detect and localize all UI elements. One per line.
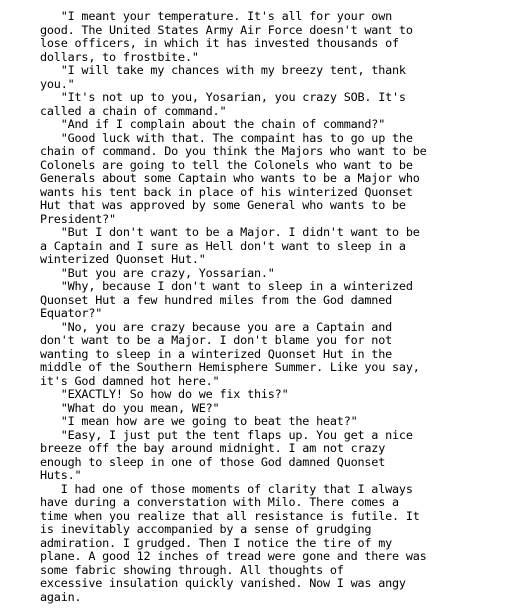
text-line: is inevitably accompanied by a sense of grudging (40, 522, 372, 536)
text-line: President?" (40, 211, 116, 226)
text-line: middle of the Southern Hemisphere Summer. Like you say, (40, 360, 420, 374)
text-line: "It's not up to you, Yosarian, you crazy SOB. It's (40, 90, 406, 104)
text-line: plane. A good 12 inches of tread were gone and there was (40, 549, 427, 563)
text-line: "Easy, I just put the tent flaps up. You get a nice (40, 427, 413, 442)
text-line: "What do you mean, WE?" (40, 400, 220, 415)
text-line: I had one of those moments of clarity that I always (40, 481, 413, 496)
text-line: enough to sleep in one of those God damned Quonset (40, 454, 386, 469)
text-line: a Captain and I sure as Hell don't want to sleep in a (40, 238, 406, 253)
text-line: dollars, to frostbite." (40, 49, 199, 64)
text-line: "But you are crazy, Yossarian." (40, 265, 275, 280)
text-line: "EXACTLY! So how do we fix this?" (40, 387, 289, 401)
document-text (40, 10, 509, 604)
text-line: again. (40, 589, 82, 604)
text-line: Quonset Hut a few hundred miles from the God damned (40, 292, 393, 307)
text-line: good. The United States Army Air Force doesn't want to (40, 22, 413, 37)
text-line: it's God damned hot here." (40, 373, 220, 388)
text-line: lose officers, in which it has invested thousands of (40, 36, 399, 50)
text-line: "I will take my chances with my breezy tent, thank (40, 63, 406, 77)
text-line: "Good luck with that. The compaint has to go up the (40, 130, 413, 145)
text-line: breeze off the bay around midnight. I am not crazy (40, 441, 386, 455)
text-line: wanting to sleep in a winterized Quonset Hut in the (40, 346, 393, 361)
text-line: have during a converstation with Milo. There comes a (40, 495, 399, 509)
text-line: "And if I complain about the chain of command?" (40, 117, 386, 131)
text-line: "I mean how are we going to beat the heat?" (40, 414, 358, 428)
text-line: you." (40, 76, 75, 91)
text-line: wants his tent back in place of his winterized Quonset (40, 184, 413, 199)
text-line: Colonels are going to tell the Colonels who want to be (40, 157, 413, 172)
text-line: excessive insulation quickly vanished. Now I was angy (40, 576, 406, 590)
text-line: "Why, because I don't want to sleep in a winterized (40, 279, 413, 293)
text-line: don't want to be a Major. I don't blame you for not (40, 333, 393, 347)
text-line: some fabric showing through. All thoughts of (40, 562, 344, 577)
text-line: called a chain of command." (40, 103, 227, 118)
text-line: Huts." (40, 468, 82, 482)
text-line: "But I don't want to be a Major. I didn't want to be (40, 225, 420, 239)
text-line: Hut that was approved by some General who wants to be (40, 198, 406, 212)
text-line: winterized Quonset Hut." (40, 252, 206, 266)
text-line: "No, you are crazy because you are a Captain and (40, 319, 393, 334)
text-line: Equator?" (40, 306, 103, 320)
text-line: time when you realize that all resistance is futile. It (40, 508, 420, 523)
text-line: Generals about some Captain who wants to be a Major who (40, 171, 420, 185)
text-line: admiration. I grudged. Then I notice the tire of my (40, 535, 393, 550)
text-line: chain of command. Do you think the Majors who want to be (40, 144, 427, 158)
text-line: "I meant your temperature. It's all for your own (40, 9, 393, 23)
